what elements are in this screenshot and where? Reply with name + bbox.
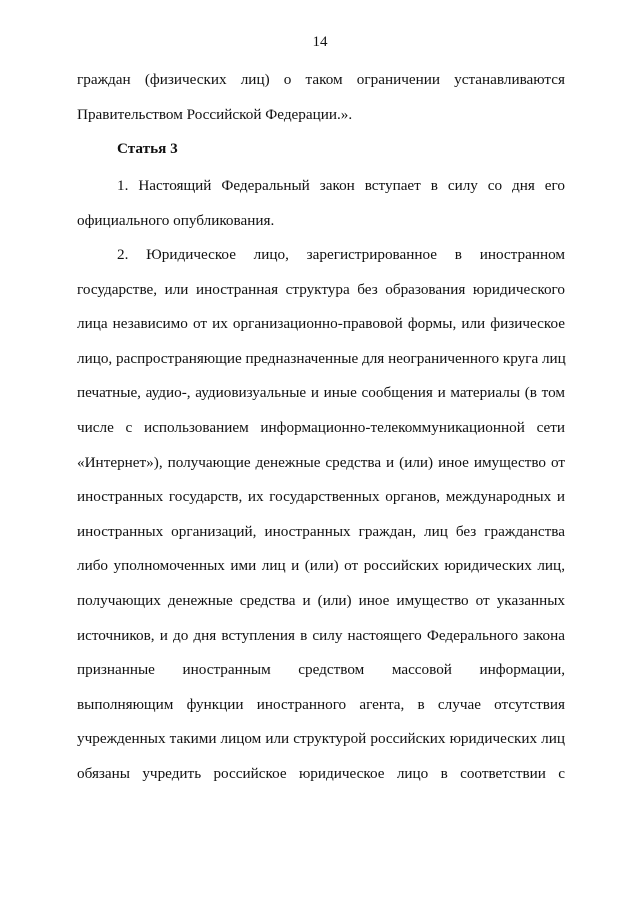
text-line: государстве, или иностранная структура без образования юридического [77, 280, 565, 298]
text-line: официального опубликования. [77, 211, 275, 229]
text-line: «Интернет»), получающие денежные средства и (или) иное имущество от [77, 453, 565, 471]
text-line: граждан (физических лиц) о таком ограничении устанавливаются [77, 71, 565, 88]
text-line: учрежденных такими лицом или структурой российских юридических лиц [77, 730, 565, 748]
text-line: лица независимо от их организационно-правовой формы, или физическое [77, 315, 565, 333]
text-line: источников, и до дня вступления в силу настоящего Федерального закона [77, 626, 565, 644]
text-line: либо уполномоченных ими лиц и (или) от российских юридических лиц, [77, 557, 565, 575]
text-line: признанные иностранным средством массовой информации, [77, 661, 565, 679]
text-line: 1. Настоящий Федеральный закон вступает в силу со дня его [117, 177, 565, 194]
text-line: выполняющим функции иностранного агента, в случае отсутствия [77, 695, 565, 713]
intro-paragraph [77, 63, 565, 132]
clause-1-paragraph [77, 169, 565, 238]
text-line: числе с использованием информационно-телекоммуникационной сети [77, 418, 565, 436]
page-number: 14 [312, 34, 328, 50]
text-line: иностранных организаций, иностранных граждан, лиц без гражданства [77, 522, 565, 540]
text-line: 2. Юридическое лицо, зарегистрированное в иностранном [117, 246, 565, 263]
text-line: получающих денежные средства и (или) иное имущество от указанных [77, 591, 565, 609]
text-line: иностранных государств, их государственных органов, международных и [77, 488, 565, 506]
clause-2-paragraph [77, 238, 565, 792]
text-line: печатные, аудио-, аудиовизуальные и иные сообщения и материалы (в том [77, 384, 565, 402]
text-line: Правительством Российской Федерации.». [77, 105, 353, 123]
text-line: лицо, распространяющие предназначенные для неограниченного круга лиц [77, 349, 566, 367]
article-heading: Статья 3 [117, 140, 178, 157]
text-line: обязаны учредить российское юридическое лицо в соответствии с [77, 764, 565, 782]
